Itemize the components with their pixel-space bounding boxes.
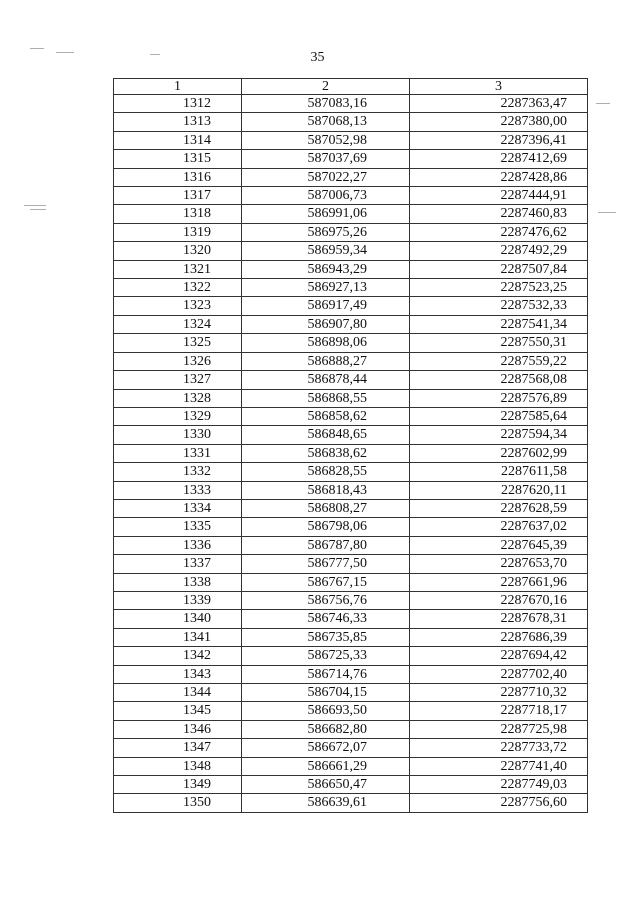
x-coordinate-cell: 586927,13 (242, 279, 410, 297)
y-coordinate-cell: 2287507,84 (410, 260, 588, 278)
point-number-cell: 1349 (114, 776, 242, 794)
y-coordinate-cell: 2287725,98 (410, 720, 588, 738)
point-number-cell: 1329 (114, 407, 242, 425)
point-number-cell: 1334 (114, 499, 242, 517)
table-row (114, 665, 588, 683)
point-number-cell: 1338 (114, 573, 242, 591)
coordinates-table (113, 78, 588, 813)
y-coordinate-cell: 2287532,33 (410, 297, 588, 315)
column-header-3: 3 (410, 79, 588, 95)
y-coordinate-cell: 2287444,91 (410, 187, 588, 205)
x-coordinate-cell: 586808,27 (242, 499, 410, 517)
x-coordinate-cell: 586746,33 (242, 610, 410, 628)
x-coordinate-cell: 586858,62 (242, 407, 410, 425)
x-coordinate-cell: 586735,85 (242, 628, 410, 646)
point-number-cell: 1312 (114, 95, 242, 113)
point-number-cell: 1350 (114, 794, 242, 812)
x-coordinate-cell: 586798,06 (242, 518, 410, 536)
point-number-cell: 1316 (114, 168, 242, 186)
y-coordinate-cell: 2287637,02 (410, 518, 588, 536)
table-row (114, 187, 588, 205)
point-number-cell: 1339 (114, 591, 242, 609)
column-header-2: 2 (242, 79, 410, 95)
table-row (114, 591, 588, 609)
x-coordinate-cell: 586868,55 (242, 389, 410, 407)
table-row (114, 315, 588, 333)
y-coordinate-cell: 2287741,40 (410, 757, 588, 775)
scan-artifact (598, 212, 616, 213)
table-row (114, 444, 588, 462)
point-number-cell: 1315 (114, 150, 242, 168)
y-coordinate-cell: 2287749,03 (410, 776, 588, 794)
table-row (114, 95, 588, 113)
point-number-cell: 1335 (114, 518, 242, 536)
y-coordinate-cell: 2287718,17 (410, 702, 588, 720)
scan-artifact (30, 209, 46, 210)
table-row (114, 481, 588, 499)
table-row (114, 702, 588, 720)
y-coordinate-cell: 2287396,41 (410, 131, 588, 149)
x-coordinate-cell: 586693,50 (242, 702, 410, 720)
point-number-cell: 1332 (114, 463, 242, 481)
point-number-cell: 1326 (114, 352, 242, 370)
point-number-cell: 1340 (114, 610, 242, 628)
point-number-cell: 1346 (114, 720, 242, 738)
x-coordinate-cell: 586898,06 (242, 334, 410, 352)
x-coordinate-cell: 587083,16 (242, 95, 410, 113)
x-coordinate-cell: 586672,07 (242, 739, 410, 757)
table-row (114, 684, 588, 702)
x-coordinate-cell: 586639,61 (242, 794, 410, 812)
column-header-1: 1 (114, 79, 242, 95)
point-number-cell: 1336 (114, 536, 242, 554)
y-coordinate-cell: 2287585,64 (410, 407, 588, 425)
y-coordinate-cell: 2287523,25 (410, 279, 588, 297)
x-coordinate-cell: 586828,55 (242, 463, 410, 481)
table-header-row (114, 79, 588, 95)
x-coordinate-cell: 586714,76 (242, 665, 410, 683)
point-number-cell: 1317 (114, 187, 242, 205)
table-row (114, 555, 588, 573)
y-coordinate-cell: 2287653,70 (410, 555, 588, 573)
point-number-cell: 1325 (114, 334, 242, 352)
x-coordinate-cell: 586818,43 (242, 481, 410, 499)
table-row (114, 279, 588, 297)
point-number-cell: 1320 (114, 242, 242, 260)
point-number-cell: 1321 (114, 260, 242, 278)
table-row (114, 647, 588, 665)
y-coordinate-cell: 2287702,40 (410, 665, 588, 683)
point-number-cell: 1337 (114, 555, 242, 573)
x-coordinate-cell: 587068,13 (242, 113, 410, 131)
x-coordinate-cell: 586907,80 (242, 315, 410, 333)
point-number-cell: 1327 (114, 371, 242, 389)
table-row (114, 297, 588, 315)
table-row (114, 205, 588, 223)
y-coordinate-cell: 2287594,34 (410, 426, 588, 444)
table-row (114, 720, 588, 738)
table-row (114, 536, 588, 554)
y-coordinate-cell: 2287611,58 (410, 463, 588, 481)
y-coordinate-cell: 2287661,96 (410, 573, 588, 591)
scan-artifact (24, 205, 46, 206)
y-coordinate-cell: 2287559,22 (410, 352, 588, 370)
x-coordinate-cell: 586725,33 (242, 647, 410, 665)
point-number-cell: 1345 (114, 702, 242, 720)
point-number-cell: 1347 (114, 739, 242, 757)
table-row (114, 463, 588, 481)
y-coordinate-cell: 2287541,34 (410, 315, 588, 333)
x-coordinate-cell: 586943,29 (242, 260, 410, 278)
point-number-cell: 1314 (114, 131, 242, 149)
x-coordinate-cell: 586682,80 (242, 720, 410, 738)
x-coordinate-cell: 586878,44 (242, 371, 410, 389)
point-number-cell: 1341 (114, 628, 242, 646)
table-row (114, 371, 588, 389)
x-coordinate-cell: 586975,26 (242, 223, 410, 241)
point-number-cell: 1313 (114, 113, 242, 131)
table-row (114, 389, 588, 407)
y-coordinate-cell: 2287670,16 (410, 591, 588, 609)
table-row (114, 150, 588, 168)
x-coordinate-cell: 586777,50 (242, 555, 410, 573)
x-coordinate-cell: 586838,62 (242, 444, 410, 462)
table-row (114, 113, 588, 131)
y-coordinate-cell: 2287733,72 (410, 739, 588, 757)
x-coordinate-cell: 587006,73 (242, 187, 410, 205)
page-number: 35 (310, 50, 325, 65)
x-coordinate-cell: 586661,29 (242, 757, 410, 775)
point-number-cell: 1331 (114, 444, 242, 462)
scan-artifact (30, 48, 44, 49)
x-coordinate-cell: 586787,80 (242, 536, 410, 554)
table-row (114, 168, 588, 186)
x-coordinate-cell: 586888,27 (242, 352, 410, 370)
table-row (114, 757, 588, 775)
table-row (114, 334, 588, 352)
point-number-cell: 1328 (114, 389, 242, 407)
y-coordinate-cell: 2287476,62 (410, 223, 588, 241)
x-coordinate-cell: 586756,76 (242, 591, 410, 609)
x-coordinate-cell: 587052,98 (242, 131, 410, 149)
x-coordinate-cell: 586848,65 (242, 426, 410, 444)
y-coordinate-cell: 2287460,83 (410, 205, 588, 223)
x-coordinate-cell: 587022,27 (242, 168, 410, 186)
x-coordinate-cell: 587037,69 (242, 150, 410, 168)
y-coordinate-cell: 2287412,69 (410, 150, 588, 168)
y-coordinate-cell: 2287645,39 (410, 536, 588, 554)
y-coordinate-cell: 2287710,32 (410, 684, 588, 702)
point-number-cell: 1324 (114, 315, 242, 333)
y-coordinate-cell: 2287576,89 (410, 389, 588, 407)
table-row (114, 628, 588, 646)
y-coordinate-cell: 2287694,42 (410, 647, 588, 665)
y-coordinate-cell: 2287568,08 (410, 371, 588, 389)
point-number-cell: 1323 (114, 297, 242, 315)
point-number-cell: 1319 (114, 223, 242, 241)
y-coordinate-cell: 2287620,11 (410, 481, 588, 499)
table-row (114, 131, 588, 149)
x-coordinate-cell: 586917,49 (242, 297, 410, 315)
table-row (114, 352, 588, 370)
y-coordinate-cell: 2287428,86 (410, 168, 588, 186)
table-row (114, 573, 588, 591)
table-row (114, 776, 588, 794)
point-number-cell: 1342 (114, 647, 242, 665)
y-coordinate-cell: 2287492,29 (410, 242, 588, 260)
y-coordinate-cell: 2287550,31 (410, 334, 588, 352)
table-row (114, 610, 588, 628)
table-row (114, 499, 588, 517)
point-number-cell: 1318 (114, 205, 242, 223)
table-row (114, 518, 588, 536)
y-coordinate-cell: 2287363,47 (410, 95, 588, 113)
table-row (114, 407, 588, 425)
y-coordinate-cell: 2287686,39 (410, 628, 588, 646)
table-body (114, 95, 588, 813)
y-coordinate-cell: 2287380,00 (410, 113, 588, 131)
point-number-cell: 1344 (114, 684, 242, 702)
x-coordinate-cell: 586767,15 (242, 573, 410, 591)
y-coordinate-cell: 2287756,60 (410, 794, 588, 812)
x-coordinate-cell: 586650,47 (242, 776, 410, 794)
point-number-cell: 1343 (114, 665, 242, 683)
x-coordinate-cell: 586991,06 (242, 205, 410, 223)
point-number-cell: 1333 (114, 481, 242, 499)
y-coordinate-cell: 2287628,59 (410, 499, 588, 517)
x-coordinate-cell: 586959,34 (242, 242, 410, 260)
table-row (114, 794, 588, 812)
y-coordinate-cell: 2287602,99 (410, 444, 588, 462)
table-row (114, 223, 588, 241)
table-row (114, 242, 588, 260)
table-row (114, 426, 588, 444)
point-number-cell: 1322 (114, 279, 242, 297)
table-row (114, 260, 588, 278)
scan-artifact (596, 103, 610, 104)
point-number-cell: 1348 (114, 757, 242, 775)
point-number-cell: 1330 (114, 426, 242, 444)
x-coordinate-cell: 586704,15 (242, 684, 410, 702)
table-row (114, 739, 588, 757)
y-coordinate-cell: 2287678,31 (410, 610, 588, 628)
